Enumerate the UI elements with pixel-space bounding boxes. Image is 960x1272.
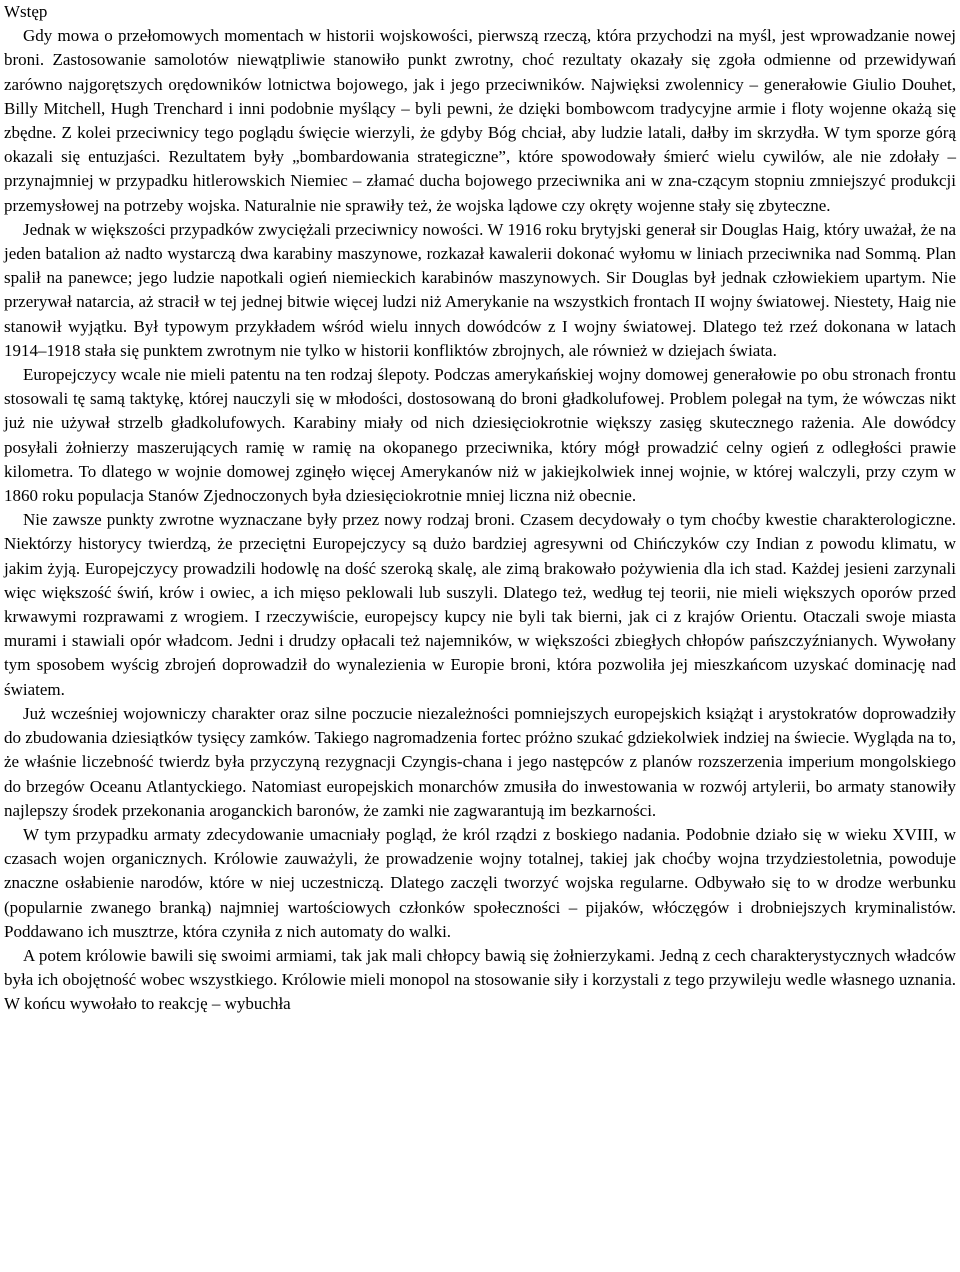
paragraph: W tym przypadku armaty zdecydowanie umacniały pogląd, że król rządzi z boskiego nadania. Podobnie działo się w wieku XVIII, w czasach wojen organicznych. Królowie zauważyli, że prowadzenie wojny totalnej, takiej jak choćby wojna trzydziestoletnia, powoduje znaczne osłabienie narodów, które w niej uczestniczą. Dlatego zaczęli tworzyć wojska regularne. Odbywało się to w drodze werbunku (popularnie zwanego branką) najmniej wartościowych członków społeczności – pijaków, włóczęgów i drobniejszych kryminalistów. Poddawano ich musztrze, która czyniła z nich automaty do walki.	[4, 824, 956, 941]
section-heading: Wstęp	[4, 2, 48, 21]
paragraph: Europejczycy wcale nie mieli patentu na ten rodzaj ślepoty. Podczas amerykańskiej wojny domowej generałowie po obu stronach frontu stosowali tę samą taktykę, której nauczyli się w młodości, dostosowaną do broni gładkolufowej. Problem polegał na tym, że wówczas nikt już nie używał strzelb gładkolufowych. Karabiny miały od nich dziesięciokrotnie większy zasięg skutecznego rażenia. Ale dowódcy posyłali żołnierzy maszerujących ramię w ramię na okopanego przeciwnika, który mógł prowadzić celny ogień z odległości prawie kilometra. To dlatego w wojnie domowej zginęło więcej Amerykanów niż w jakiejkolwiek innej wojnie, w której walczyli, przy czym w 1860 roku populacja Stanów Zjednoczonych była dziesięciokrotnie mniej liczna niż obecnie.	[4, 365, 956, 506]
paragraph: Jednak w większości przypadków zwyciężali przeciwnicy nowości. W 1916 roku brytyjski generał sir Douglas Haig, który uważał, że na jeden batalion aż nadto wystarczą dwa karabiny maszynowe, rozkazał kawalerii dokonać wyłomu w liniach przeciwnika nad Sommą. Plan spalił na panewce; jego ludzie napotkali ogień niemieckich karabinów maszynowych. Sir Douglas był jednak człowiekiem upartym. Nie przerywał natarcia, aż stracił w tej jednej bitwie więcej ludzi niż Amerykanie na wszystkich frontach II wojny światowej. Niestety, Haig nie stanowił wyjątku. Był typowym przykładem wśród wielu innych dowódców z I wojny światowej. Dlatego też rzeź dokonana w latach 1914–1918 stała się punktem zwrotnym nie tylko w historii konfliktów zbrojnych, ale również w dziejach świata.	[4, 219, 956, 360]
paragraph: A potem królowie bawili się swoimi armiami, tak jak mali chłopcy bawią się żołnierzykami. Jedną z cech charakterystycznych władców była ich obojętność wobec wszystkiego. Królowie mieli monopol na stosowanie siły i korzystali z tego przywileju wedle własnego uznania. W końcu wywołało to reakcję – wybuchła	[4, 945, 956, 1014]
paragraph: Już wcześniej wojowniczy charakter oraz silne poczucie niezależności pomniejszych europejskich książąt i arystokratów doprowadziły do zbudowania dziesiątków tysięcy zamków. Takiego nagromadzenia fortec próżno szukać gdziekolwiek indziej na świecie. Wygląda na to, że właśnie liczebność twierdz była przyczyną rezygnacji Czyngis-chana i jego następców z planów rozszerzenia imperium mongolskiego do brzegów Oceanu Atlantyckiego. Natomiast europejskich monarchów zmusiła do inwestowania w rozwój artylerii, bo armaty stanowiły najlepszy środek przekonania aroganckich baronów, że zamki nie zagwarantują im bezkarności.	[4, 703, 956, 820]
paragraph: Gdy mowa o przełomowych momentach w historii wojskowości, pierwszą rzeczą, która przychodzi na myśl, jest wprowadzanie nowej broni. Zastosowanie samolotów niewątpliwie stanowiło punkt zwrotny, choć rezultaty okazały się zgoła odmienne od przewidywań zarówno najgorętszych orędowników lotnictwa bojowego, jak i jego przeciwników. Najwięksi zwolennicy – generałowie Giulio Douhet, Billy Mitchell, Hugh Trenchard i inni podobnie myślący – byli pewni, że dzięki bombowcom tradycyjne armie i floty wojenne okażą się zbędne. Z kolei przeciwnicy tego poglądu święcie wierzyli, że gdyby Bóg chciał, aby ludzie latali, dałby im skrzydła. W tym sporze górą okazali się entuzjaści. Rezultatem były „bombardowania strategiczne”, które spowodowały śmierć wielu cywilów, ale nie zdołały – przynajmniej w przypadku hitlerowskich Niemiec – złamać ducha bojowego przeciwnika ani w zna-czącym stopniu zmniejszyć produkcji przemysłowej na potrzeby wojska. Naturalnie nie sprawiły też, że wojska lądowe czy okręty wojenne stały się zbyteczne.	[4, 26, 956, 215]
paragraph: Nie zawsze punkty zwrotne wyznaczane były przez nowy rodzaj broni. Czasem decydowały o tym choćby kwestie charakterologiczne. Niektórzy historycy twierdzą, że przeciętni Europejczycy są dużo bardziej agresywni od Chińczyków czy Indian z powodu klimatu, w jakim żyją. Europejczycy prowadzili hodowlę na dość szeroką skalę, ale zimą brakowało pożywienia dla ich stad. Każdej jesieni zarzynali więc większość świń, krów i owiec, a ich mięso peklowali lub suszyli. Dlatego też, według tej teorii, nie mieli większych oporów przed krwawymi rozprawami z wrogiem. I rzeczywiście, europejscy kupcy nie byli tak bierni, jak ci z krajów Orientu. Otaczali swoje miasta murami i stawiali opór władcom. Jedni i drudzy opłacali też najemników, w większości zbiegłych chłopów pańszczyźnianych. Wywołany tym sposobem wyścig zbrojeń doprowadził do wynalezienia w Europie broni, która pozwoliła jej mieszkańcom uzyskać dominację nad światem.	[4, 510, 956, 699]
